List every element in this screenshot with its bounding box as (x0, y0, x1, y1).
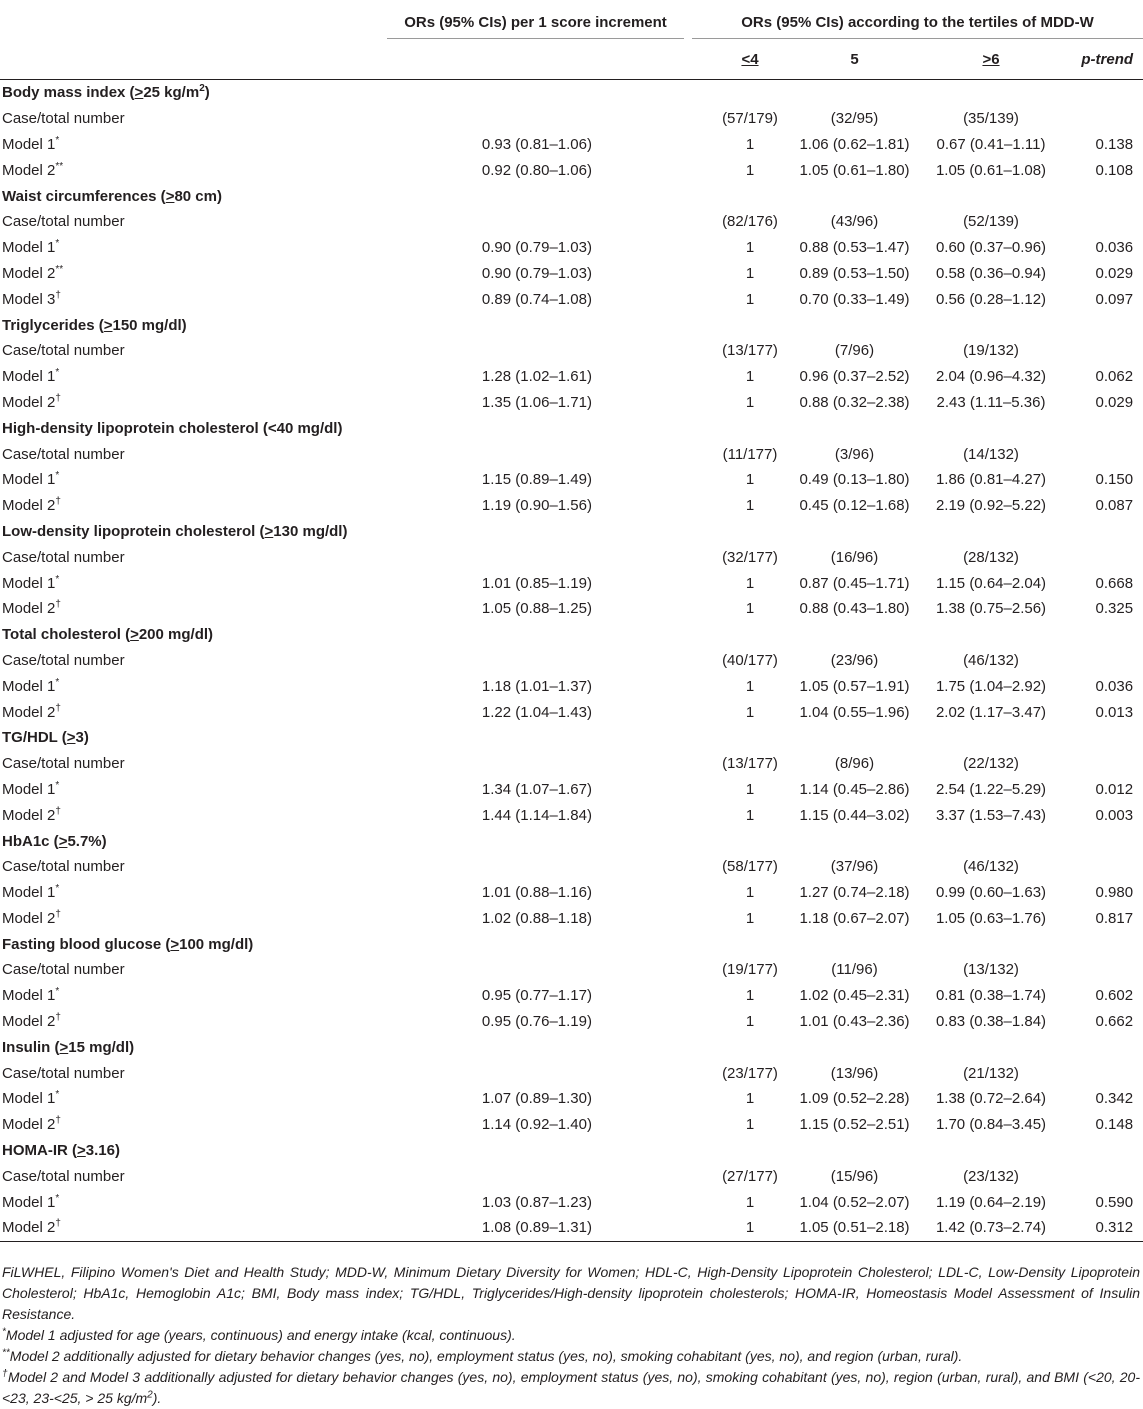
table-row (0, 1215, 1143, 1241)
cell-inc (385, 106, 690, 132)
tertile-3-label: >6 (982, 50, 1000, 68)
cell-t2: (37/96) (830, 858, 879, 876)
cell-label: Case/total number (2, 213, 125, 231)
header-tertile-3 (915, 39, 1055, 80)
cell-label: Model 2† (2, 392, 61, 411)
cell-p: 0.003 (1095, 806, 1134, 824)
cell-label: Case/total number (2, 651, 125, 669)
cell-label: Model 3† (2, 289, 61, 308)
cell-t2: (43/96) (830, 213, 879, 231)
cell-p (1055, 106, 1143, 132)
cell-p: 0.980 (1095, 884, 1134, 902)
cell-t1: 1 (745, 574, 755, 592)
cell-t3: (28/132) (963, 548, 1019, 566)
table-row (0, 673, 1143, 699)
cell-p: 0.036 (1095, 677, 1134, 695)
table-body (0, 80, 1143, 1242)
cell-p: 0.036 (1095, 239, 1134, 257)
cell-p (1055, 957, 1143, 983)
cell-p (1055, 209, 1143, 235)
cell-p: 0.150 (1095, 471, 1134, 489)
cell-t1: (23/177) (722, 1064, 778, 1082)
cell-t2: 0.45 (0.12–1.68) (799, 497, 910, 515)
cell-inc: 0.92 (0.80–1.06) (481, 161, 592, 179)
footnote-abbreviations: FiLWHEL, Filipino Women's Diet and Health Study; MDD-W, Minimum Dietary Diversity for Women; HDL-C, High-Density Lipoprotein Cholesterol; LDL-C, Low-Density Lipoprotein Cholesterol; HbA1c, Hemoglobin A1c; BMI, Body mass index; TG/HDL, Triglycerides/High-density lipoprotein cholesterols; HOMA-IR, Homeostasis Model Assessment of Insulin Resistance. (2, 1264, 1140, 1322)
cell-label: Model 2† (2, 702, 61, 721)
cell-inc (385, 648, 690, 674)
cell-t2: (8/96) (834, 755, 875, 773)
cell-t1: 1 (745, 239, 755, 257)
cell-t3: 1.38 (0.75–2.56) (935, 600, 1047, 618)
cell-t1: (27/177) (722, 1167, 778, 1185)
cell-p: 0.148 (1095, 1116, 1134, 1134)
cell-t1: 1 (745, 780, 755, 798)
cell-t2: 1.06 (0.62–1.81) (799, 135, 910, 153)
cell-label: Model 2† (2, 599, 61, 618)
section-header-row (0, 622, 1143, 648)
section-header-row (0, 725, 1143, 751)
cell-p: 0.108 (1095, 161, 1134, 179)
table-row (0, 880, 1143, 906)
cell-p (1055, 854, 1143, 880)
cell-t1: 1 (745, 497, 755, 515)
section-header-row (0, 415, 1143, 441)
table-footnotes (2, 1262, 1140, 1409)
cell-inc: 1.01 (0.88–1.16) (481, 884, 592, 902)
cell-inc (385, 1163, 690, 1189)
section-title: Triglycerides (>150 mg/dl) (2, 316, 187, 334)
header-blank (0, 39, 385, 80)
cell-label: Model 2** (2, 160, 64, 179)
table-row (0, 467, 1143, 493)
cell-p: 0.062 (1095, 368, 1134, 386)
section-header-row (0, 519, 1143, 545)
cell-t1: 1 (745, 1193, 755, 1211)
cell-t3: 1.38 (0.72–2.64) (935, 1090, 1047, 1108)
cell-t3: 2.02 (1.17–3.47) (935, 703, 1047, 721)
cell-t3: 1.75 (1.04–2.92) (935, 677, 1047, 695)
cell-t3: (19/132) (963, 342, 1019, 360)
cell-t1: 1 (745, 161, 755, 179)
table-row (0, 338, 1143, 364)
cell-p (1055, 544, 1143, 570)
cell-t2: 0.87 (0.45–1.71) (799, 574, 910, 592)
cell-label: Model 1* (2, 986, 60, 1005)
cell-t2: 1.15 (0.44–3.02) (799, 806, 910, 824)
section-title: Low-density lipoprotein cholesterol (>130 mg/dl) (2, 522, 348, 540)
table-row (0, 132, 1143, 158)
header-blank-2 (385, 39, 690, 80)
cell-t3: 0.81 (0.38–1.74) (935, 987, 1047, 1005)
cell-t1: (32/177) (722, 548, 778, 566)
cell-inc: 0.95 (0.76–1.19) (481, 1013, 592, 1031)
cell-t2: 1.02 (0.45–2.31) (799, 987, 910, 1005)
table-row (0, 596, 1143, 622)
cell-p: 0.342 (1095, 1090, 1134, 1108)
cell-t2: (11/96) (831, 961, 878, 979)
cell-t1: (11/177) (722, 445, 778, 463)
cell-t2: 0.70 (0.33–1.49) (799, 290, 910, 308)
cell-t1: 1 (745, 703, 755, 721)
cell-t1: 1 (690, 1215, 780, 1241)
cell-p: 0.097 (1095, 290, 1134, 308)
cell-label: Case/total number (2, 1064, 125, 1082)
cell-label: Case/total number (2, 548, 125, 566)
cell-label: Model 1* (2, 1192, 60, 1211)
header-per-increment-label: ORs (95% CIs) per 1 score increment (387, 1, 684, 39)
cell-inc: 0.95 (0.77–1.17) (481, 987, 592, 1005)
header-empty (0, 0, 385, 39)
table-row (0, 261, 1143, 287)
cell-label: Model 1* (2, 470, 60, 489)
table-row (0, 1060, 1143, 1086)
table-row (0, 390, 1143, 416)
cell-t3: 1.05 (0.63–1.76) (935, 909, 1047, 927)
cell-p: 0.013 (1095, 703, 1134, 721)
table-header (0, 0, 1143, 80)
cell-t1: (58/177) (722, 858, 778, 876)
cell-inc (385, 957, 690, 983)
cell-t2: 1.04 (0.52–2.07) (799, 1193, 910, 1211)
section-header-row (0, 80, 1143, 106)
cell-t2: 1.05 (0.51–2.18) (780, 1215, 915, 1241)
cell-t2: (13/96) (830, 1064, 879, 1082)
cell-t3: (14/132) (963, 445, 1019, 463)
section-title: TG/HDL (>3) (2, 729, 89, 747)
cell-t2: 1.05 (0.61–1.80) (799, 161, 910, 179)
section-title: Body mass index (>25 $kg/m^2$) (2, 83, 210, 102)
cell-p (1055, 648, 1143, 674)
cell-label: Model 2† (2, 1115, 61, 1134)
table-row (0, 157, 1143, 183)
header-per-increment (385, 0, 690, 39)
cell-t1: 1 (745, 1013, 755, 1031)
table-row (0, 544, 1143, 570)
cell-t3: 0.67 (0.41–1.11) (936, 135, 1046, 153)
cell-t1: 1 (745, 135, 755, 153)
cell-t2: 1.09 (0.52–2.28) (799, 1090, 910, 1108)
cell-label: Model 2† (2, 1012, 61, 1031)
cell-p (1055, 751, 1143, 777)
cell-t3: 0.83 (0.38–1.84) (935, 1013, 1047, 1031)
cell-t1: 1 (745, 1090, 755, 1108)
cell-label: Model 2** (2, 263, 64, 282)
cell-t3: 1.15 (0.64–2.04) (935, 574, 1047, 592)
cell-p: 0.012 (1095, 780, 1134, 798)
cell-p: 0.138 (1095, 135, 1134, 153)
section-header-row (0, 1034, 1143, 1060)
section-title: HOMA-IR (>3.16) (2, 1142, 120, 1160)
cell-label: Model 2† (2, 496, 61, 515)
cell-t3: (46/132) (963, 651, 1019, 669)
cell-inc (385, 441, 690, 467)
table-row (0, 802, 1143, 828)
cell-label: Case/total number (2, 961, 125, 979)
cell-label: Model 1* (2, 238, 60, 257)
cell-t3: (23/132) (963, 1167, 1019, 1185)
cell-t2: (15/96) (830, 1167, 879, 1185)
cell-t1: 1 (745, 368, 755, 386)
table-row (0, 854, 1143, 880)
section-header-row (0, 931, 1143, 957)
table-row (0, 1009, 1143, 1035)
cell-inc (385, 338, 690, 364)
cell-inc (385, 544, 690, 570)
cell-t3: 1.86 (0.81–4.27) (935, 471, 1047, 489)
cell-t3: 2.54 (1.22–5.29) (935, 780, 1047, 798)
cell-t1: (40/177) (722, 651, 778, 669)
header-p-trend: p-trend (1055, 39, 1143, 80)
cell-t2: (23/96) (830, 651, 879, 669)
cell-t2: (16/96) (830, 548, 879, 566)
cell-p: 0.029 (1095, 264, 1134, 282)
cell-t3: 0.56 (0.28–1.12) (935, 290, 1047, 308)
cell-inc: 0.90 (0.79–1.03) (481, 264, 592, 282)
cell-inc: 1.22 (1.04–1.43) (481, 703, 592, 721)
tertile-1-label: <4 (741, 50, 759, 68)
cell-p: 0.662 (1095, 1013, 1134, 1031)
section-title: Waist circumferences (>80 cm) (2, 187, 222, 205)
cell-t3: (52/139) (963, 213, 1019, 231)
table-row (0, 570, 1143, 596)
cell-t1: 1 (745, 290, 755, 308)
cell-inc: 1.44 (1.14–1.84) (481, 806, 592, 824)
cell-t2: 0.88 (0.53–1.47) (799, 239, 910, 257)
table-row (0, 751, 1143, 777)
section-header-row (0, 1138, 1143, 1164)
cell-inc (385, 751, 690, 777)
footnote-model1: *Model 1 adjusted for age (years, continuous) and energy intake (kcal, continuous). (2, 1326, 516, 1343)
cell-label: Model 1* (2, 134, 60, 153)
cell-t3: 1.42 (0.73–2.74) (915, 1215, 1055, 1241)
header-tertile-group (690, 0, 1143, 39)
table-row (0, 1112, 1143, 1138)
cell-t3: (21/132) (963, 1064, 1019, 1082)
cell-p: 0.312 (1055, 1215, 1143, 1241)
table-row (0, 777, 1143, 803)
cell-t3: (46/132) (963, 858, 1019, 876)
cell-t1: 1 (745, 987, 755, 1005)
cell-t2: (32/95) (830, 110, 879, 128)
cell-t1: (13/177) (722, 755, 778, 773)
cell-t3: (22/132) (963, 755, 1019, 773)
table-row (0, 1189, 1143, 1215)
cell-t2: 0.96 (0.37–2.52) (799, 368, 910, 386)
cell-inc: 1.18 (1.01–1.37) (481, 677, 592, 695)
cell-p: 0.029 (1095, 393, 1134, 411)
cell-p (1055, 338, 1143, 364)
table-row (0, 106, 1143, 132)
cell-t2: (7/96) (834, 342, 875, 360)
table-row (0, 648, 1143, 674)
cell-p (1055, 1163, 1143, 1189)
table-row (0, 235, 1143, 261)
table-row (0, 441, 1143, 467)
cell-t2: 0.89 (0.53–1.50) (799, 264, 910, 282)
table-row (0, 493, 1143, 519)
cell-p: 0.087 (1095, 497, 1134, 515)
cell-inc: 1.01 (0.85–1.19) (481, 574, 592, 592)
cell-t1: 1 (745, 393, 755, 411)
footnote-model2: **Model 2 additionally adjusted for dietary behavior changes (yes, no), employment status (yes, no), smoking cohabitant (yes, no), and region (urban, rural). (2, 1347, 963, 1364)
cell-inc (385, 1060, 690, 1086)
cell-p: 0.817 (1095, 909, 1134, 927)
cell-t1: 1 (745, 600, 755, 618)
cell-inc: 1.19 (0.90–1.56) (481, 497, 592, 515)
cell-t3: 2.43 (1.11–5.36) (936, 393, 1046, 411)
cell-t3: 0.99 (0.60–1.63) (935, 884, 1047, 902)
cell-inc: 1.05 (0.88–1.25) (481, 600, 592, 618)
cell-inc: 0.89 (0.74–1.08) (481, 290, 592, 308)
header-tertile-group-label: ORs (95% CIs) according to the tertiles of MDD-W (692, 1, 1143, 39)
section-header-row (0, 183, 1143, 209)
cell-label: Case/total number (2, 755, 125, 773)
cell-inc: 1.03 (0.87–1.23) (481, 1193, 592, 1211)
table-row (0, 209, 1143, 235)
cell-inc: 1.02 (0.88–1.18) (481, 909, 592, 927)
cell-p: 0.590 (1095, 1193, 1134, 1211)
section-title: Total cholesterol (>200 mg/dl) (2, 626, 214, 644)
cell-p (1055, 1060, 1143, 1086)
cell-inc: 1.28 (1.02–1.61) (481, 368, 592, 386)
cell-inc: 1.14 (0.92–1.40) (481, 1116, 592, 1134)
cell-t3: 0.60 (0.37–0.96) (935, 239, 1047, 257)
cell-t3: 2.04 (0.96–4.32) (935, 368, 1047, 386)
cell-label: Model 1* (2, 573, 60, 592)
cell-inc: 0.93 (0.81–1.06) (481, 135, 592, 153)
cell-t2: (3/96) (834, 445, 875, 463)
cell-inc: 1.15 (0.89–1.49) (481, 471, 592, 489)
cell-t1: (19/177) (722, 961, 778, 979)
cell-t1: (57/179) (722, 110, 778, 128)
cell-label: Model 2† (0, 1215, 385, 1241)
cell-t1: (13/177) (722, 342, 778, 360)
cell-t1: 1 (745, 264, 755, 282)
cell-label: Model 1* (2, 367, 60, 386)
cell-label: Case/total number (2, 445, 125, 463)
section-title: Fasting blood glucose (>100 mg/dl) (2, 935, 254, 953)
cell-t2: 1.15 (0.52–2.51) (799, 1116, 910, 1134)
header-tertile-2: 5 (780, 39, 915, 80)
cell-inc: 1.34 (1.07–1.67) (481, 780, 592, 798)
cell-t2: 1.27 (0.74–2.18) (799, 884, 910, 902)
table-row (0, 957, 1143, 983)
cell-t2: 1.14 (0.45–2.86) (799, 780, 910, 798)
table-row (0, 983, 1143, 1009)
cell-t3: (13/132) (963, 961, 1019, 979)
header-tertile-1 (690, 39, 780, 80)
cell-t2: 0.88 (0.43–1.80) (799, 600, 910, 618)
cell-t2: 1.18 (0.67–2.07) (799, 909, 910, 927)
section-header-row (0, 828, 1143, 854)
section-header-row (0, 312, 1143, 338)
cell-label: Case/total number (2, 858, 125, 876)
section-title: Insulin (>15 mg/dl) (2, 1038, 135, 1056)
cell-inc: 0.90 (0.79–1.03) (481, 239, 592, 257)
cell-t1: 1 (745, 806, 755, 824)
cell-label: Case/total number (2, 1167, 125, 1185)
section-title: High-density lipoprotein cholesterol (<40 mg/dl) (2, 419, 343, 437)
cell-inc (385, 209, 690, 235)
cell-label: Model 1* (2, 1089, 60, 1108)
cell-t1: 1 (745, 1116, 755, 1134)
section-title: HbA1c (>5.7%) (2, 832, 107, 850)
cell-t3: 0.58 (0.36–0.94) (935, 264, 1047, 282)
cell-p: 0.668 (1095, 574, 1134, 592)
cell-t1: 1 (745, 884, 755, 902)
cell-inc: 1.07 (0.89–1.30) (481, 1090, 592, 1108)
cell-t3: 1.70 (0.84–3.45) (935, 1116, 1047, 1134)
table-row (0, 364, 1143, 390)
cell-t2: 1.04 (0.55–1.96) (799, 703, 910, 721)
cell-t2: 0.49 (0.13–1.80) (799, 471, 910, 489)
cell-label: Model 2† (2, 805, 61, 824)
cell-t3: (35/139) (963, 110, 1019, 128)
cell-inc: 1.08 (0.89–1.31) (385, 1215, 690, 1241)
cell-label: Case/total number (2, 342, 125, 360)
table-row (0, 1163, 1143, 1189)
footnote-model3: †Model 2 and Model 3 additionally adjusted for dietary behavior changes (yes, no), employment status (yes, no), smoking cohabitant (yes, no), region (urban, rural), and BMI (<20, 20-<23, 23-<25, > 25 $kg/m^2$). (2, 1368, 1141, 1406)
cell-p (1055, 441, 1143, 467)
cell-t3: 1.19 (0.64–2.19) (935, 1193, 1047, 1211)
cell-t2: 1.01 (0.43–2.36) (799, 1013, 910, 1031)
cell-t3: 3.37 (1.53–7.43) (935, 806, 1047, 824)
table-row (0, 699, 1143, 725)
cell-t1: 1 (745, 471, 755, 489)
cell-label: Model 2† (2, 908, 61, 927)
cell-inc: 1.35 (1.06–1.71) (481, 393, 592, 411)
cell-t1: 1 (745, 909, 755, 927)
cell-p: 0.325 (1095, 600, 1134, 618)
table-row (0, 906, 1143, 932)
cell-t1: (82/176) (722, 213, 778, 231)
table-row (0, 286, 1143, 312)
cell-label: Model 1* (2, 883, 60, 902)
cell-inc (385, 854, 690, 880)
cell-t1: 1 (745, 677, 755, 695)
cell-t2: 0.88 (0.32–2.38) (799, 393, 910, 411)
table-row (0, 1086, 1143, 1112)
cell-t3: 1.05 (0.61–1.08) (935, 161, 1047, 179)
cell-t3: 2.19 (0.92–5.22) (935, 497, 1047, 515)
cell-label: Case/total number (2, 110, 125, 128)
cell-p: 0.602 (1095, 987, 1134, 1005)
cell-t2: 1.05 (0.57–1.91) (799, 677, 910, 695)
cell-label: Model 1* (2, 676, 60, 695)
cell-label: Model 1* (2, 779, 60, 798)
